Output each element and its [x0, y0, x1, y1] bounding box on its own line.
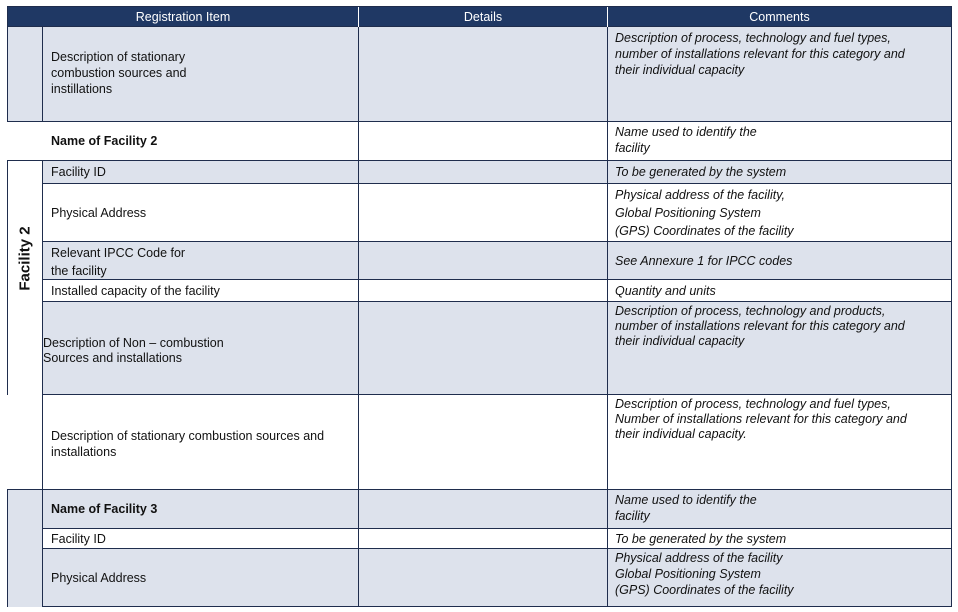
details-cell[interactable] [359, 302, 608, 394]
comments-cell: To be generated by the system [608, 161, 952, 183]
registration-item-cell: Name of Facility 2 [43, 122, 359, 160]
comments-cell: Description of process, technology and products, number of installations relevant for this category and their individual capacity [608, 302, 952, 394]
table-header [7, 6, 952, 27]
registration-item-cell: Description of stationary combustion sources and installations [43, 395, 359, 489]
details-cell[interactable] [359, 549, 608, 606]
comments-cell: Physical address of the facility Global Positioning System (GPS) Coordinates of the facility [608, 549, 952, 606]
details-cell[interactable] [359, 184, 608, 241]
details-cell[interactable] [359, 490, 608, 528]
facility-2-label-text: Facility 2 [16, 226, 34, 291]
details-cell[interactable] [359, 242, 608, 279]
details-cell[interactable] [359, 27, 608, 121]
comments-cell: Name used to identify the facility [608, 490, 952, 528]
comments-cell: Description of process, technology and fuel types, number of installations relevant for this category and their individual capacity [608, 27, 952, 121]
table-row [43, 161, 952, 184]
table-row [43, 529, 952, 549]
registration-item-cell: Facility ID [43, 161, 359, 183]
registration-item-cell: Relevant IPCC Code for the facility [43, 242, 359, 279]
details-cell[interactable] [359, 280, 608, 301]
details-cell[interactable] [359, 529, 608, 548]
facility-3-band [7, 490, 43, 607]
facility-2-label [7, 122, 43, 395]
comments-cell: To be generated by the system [608, 529, 952, 548]
registration-item-cell: Description of Non – combustion Sources and installations [43, 302, 359, 394]
table-row [43, 242, 952, 280]
row-side-cell [7, 27, 43, 121]
registration-item-cell: Facility ID [43, 529, 359, 548]
table-row [7, 395, 952, 490]
comments-cell: Physical address of the facility, Global Positioning System (GPS) Coordinates of the facility [608, 184, 952, 241]
table-row [43, 280, 952, 302]
table-row [7, 122, 952, 161]
table-row [43, 549, 952, 607]
header-registration-item: Registration Item [8, 7, 359, 27]
table-row [43, 184, 952, 242]
row-side-cell [7, 395, 43, 489]
table-row [43, 302, 952, 395]
registration-item-cell: Physical Address [43, 549, 359, 606]
registration-item-cell: Physical Address [43, 184, 359, 241]
header-comments: Comments [749, 10, 810, 24]
registration-item-cell: Name of Facility 3 [43, 490, 359, 528]
details-cell[interactable] [359, 161, 608, 183]
comments-cell: Description of process, technology and fuel types, Number of installations relevant for this category and their individual capacity. [608, 395, 952, 489]
table-row [43, 490, 952, 529]
comments-cell: Name used to identify the facility [608, 122, 952, 160]
comments-cell: See Annexure 1 for IPCC codes [608, 242, 952, 279]
registration-item-cell: Description of stationary combustion sources and instillations [43, 27, 359, 121]
comments-cell: Quantity and units [608, 280, 952, 301]
table-row [7, 27, 952, 122]
registration-item-cell: Installed capacity of the facility [43, 280, 359, 301]
header-details: Details [359, 7, 608, 27]
details-cell[interactable] [359, 395, 608, 489]
details-cell[interactable] [359, 122, 608, 160]
registration-table [7, 6, 952, 607]
